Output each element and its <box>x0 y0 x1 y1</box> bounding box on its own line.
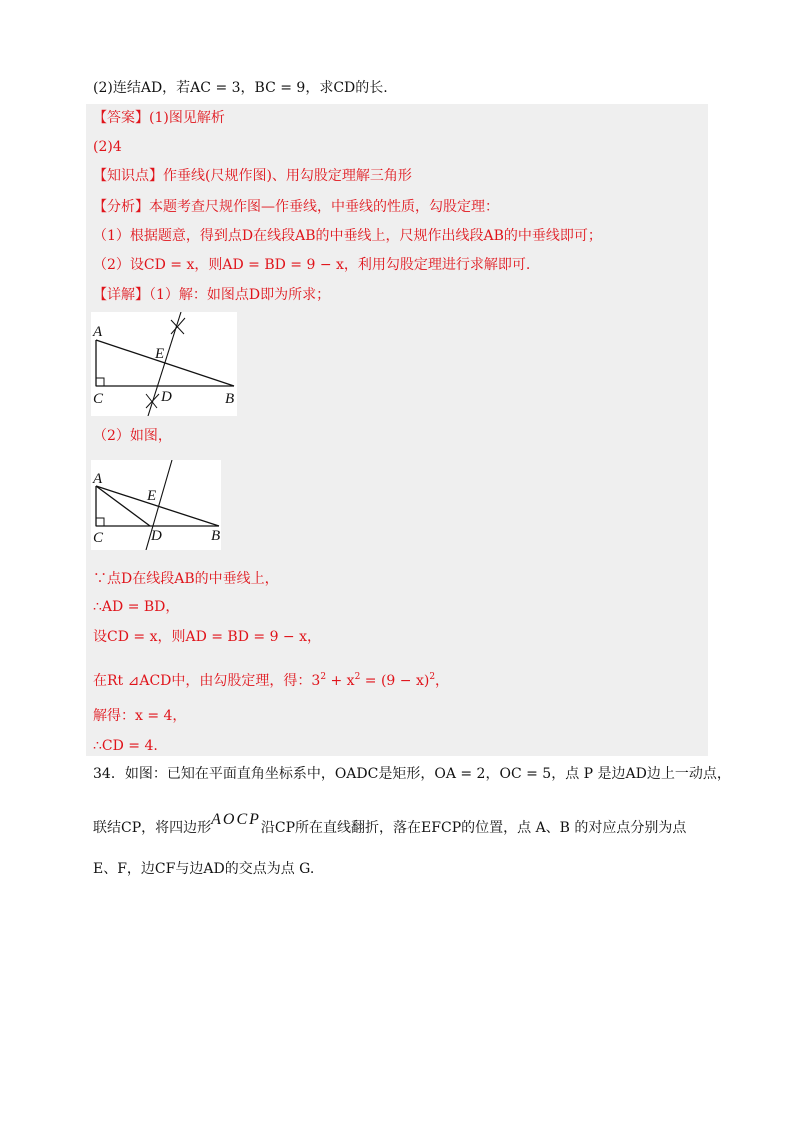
right-angle-mark <box>96 378 104 386</box>
label-b: B <box>211 528 221 544</box>
pythagoras-end: ， <box>435 673 450 689</box>
knowledge-line <box>93 166 412 186</box>
question-34-line-2 <box>93 811 687 838</box>
pythagoras-rhs: = (9 − x) <box>360 673 430 689</box>
label-a: A <box>93 471 103 487</box>
analysis-step2: （2）设CD = x，则AD = BD = 9 − x，利用勾股定理进行求解即可. <box>93 257 531 273</box>
solution-line-4 <box>93 667 449 691</box>
label-d: D <box>161 389 172 405</box>
knowledge-tag: 【知识点】 <box>93 168 163 184</box>
pythagoras-text: 在Rt ⊿ACD中，由勾股定理，得：3 <box>93 673 321 689</box>
solution-line-2: ∴AD = BD， <box>93 599 180 615</box>
label-e: E <box>155 346 165 362</box>
segment-ab <box>96 486 219 526</box>
label-c: C <box>93 391 104 407</box>
analysis-line <box>93 197 499 217</box>
analysis-tag: 【分析】 <box>93 199 149 215</box>
analysis-step1: （1）根据题意，得到点D在线段AB的中垂线上，尺规作出线段AB的中垂线即可； <box>93 228 602 244</box>
answer-tag: 【答案】 <box>93 110 149 126</box>
figure-1 <box>91 312 237 416</box>
answer-part2: (2)4 <box>93 139 122 155</box>
detail-tag: 【详解】 <box>93 287 149 303</box>
exponent: 2 <box>354 672 361 682</box>
solution-line-6: ∴CD = 4. <box>93 738 158 754</box>
question-34-line-1: 34．如图：已知在平面直角坐标系中，OADC是矩形，OA = 2，OC = 5，点 P 是边AD边上一动点， <box>93 766 731 782</box>
label-d: D <box>151 528 162 544</box>
figure-1-svg <box>91 312 237 416</box>
solution-line-1: ∵点D在线段AB的中垂线上， <box>93 571 279 587</box>
question-34-line-3: E、F，边CF与边AD的交点为点 G. <box>93 861 315 877</box>
figure-2-svg <box>91 460 221 550</box>
question-part2: (2)连结AD，若AC = 3，BC = 9，求CD的长. <box>93 80 388 96</box>
q34-text-b: 沿CP所在直线翻折，落在EFCP的位置，点 A、B 的对应点分别为点 <box>260 820 687 836</box>
figure-2 <box>91 460 221 550</box>
label-a: A <box>93 324 103 340</box>
analysis-text: 本题考查尺规作图—作垂线，中垂线的性质，勾股定理： <box>149 199 499 215</box>
detail-part1: （1）解：如图点D即为所求； <box>149 287 331 303</box>
label-c: C <box>93 530 104 546</box>
solution-line-5: 解得：x = 4， <box>93 708 187 724</box>
q34-text-a: 联结CP，将四边形 <box>93 820 212 836</box>
label-e: E <box>147 488 157 504</box>
detail-line <box>93 285 330 305</box>
solution-line-3: 设CD = x，则AD = BD = 9 − x， <box>93 629 322 645</box>
answer-line <box>93 108 225 128</box>
arc-mark-bottom <box>146 394 159 408</box>
quad-label: AOCP <box>211 811 261 828</box>
exponent: 2 <box>429 672 436 682</box>
label-b: B <box>225 391 235 407</box>
exponent: 2 <box>320 672 327 682</box>
pythagoras-x: + x <box>326 673 355 689</box>
detail-part2: （2）如图， <box>93 428 172 444</box>
answer-part1: (1)图见解析 <box>149 110 225 126</box>
knowledge-text: 作垂线(尺规作图)、用勾股定理解三角形 <box>163 168 412 184</box>
right-angle-mark <box>96 518 104 526</box>
